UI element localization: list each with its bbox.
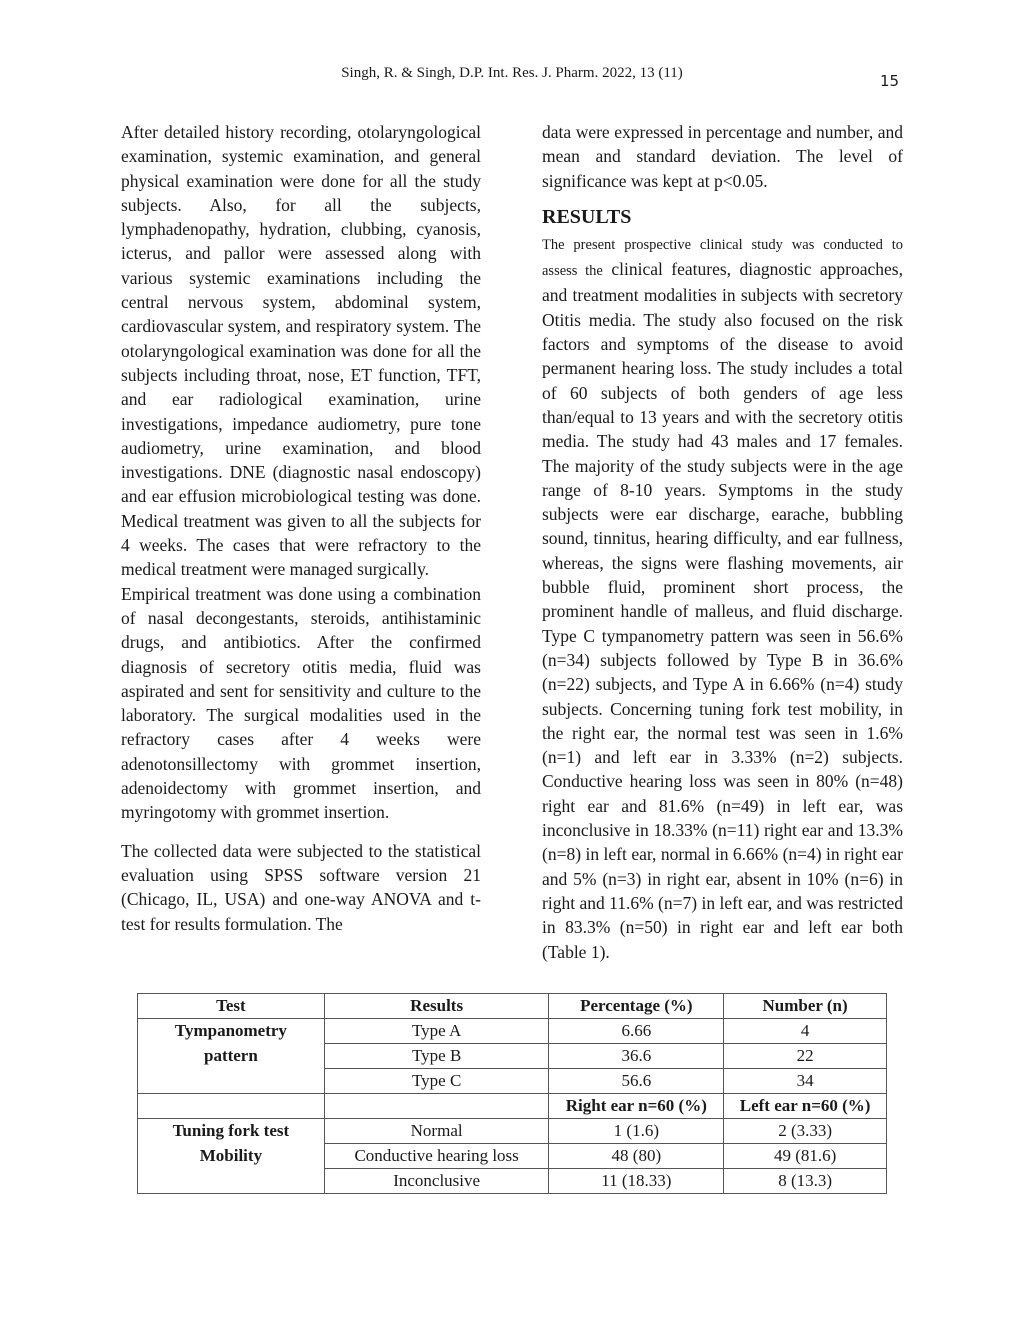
table-cell: Type A: [324, 1019, 549, 1044]
table-cell: 56.6: [549, 1069, 724, 1094]
table-cell: 34: [724, 1069, 887, 1094]
results-intro: The present prospective clinical study was conducted to assess the: [542, 236, 903, 280]
table-header: Test: [138, 994, 325, 1019]
tympanometry-group-label: [138, 1019, 325, 1094]
table-header: Percentage (%): [549, 994, 724, 1019]
results-paragraph: [542, 231, 903, 964]
results-body: clinical features, diagnostic approaches, and treatment modalities in subjects with secretory Otitis media. The study also focused on the risk factors and symptoms of the disease to avoid permanent hearing loss. The study includes a total of 60 subjects of both genders of age less than/equal to 13 years and with the secretory otitis media. The study had 43 males and 17 females. The majority of the study subjects were in the age range of 8-10 years. Symptoms in the study subjects were ear discharge, earache, bubbling sound, tinnitus, hearing difficulty, and ear fullness, whereas, the signs were flashing movements, air bubble fluid, prominent short process, the prominent handle of malleus, and fluid discharge. Type C tympanometry pattern was seen in 56.6% (n=34) subjects followed by Type B in 36.6% (n=22) subjects, and Type A in 6.66% (n=4) study subjects. Concerning tuning fork test mobility, in the right ear, the normal test was seen in 1.6% (n=1) and left ear in 3.33% (n=2) subjects. Conductive hearing loss was seen in 80% (n=48) right ear and 81.6% (n=49) in left ear, was inconclusive in 18.33% (n=11) right ear and 13.3% (n=8) in left ear, normal in 6.66% (n=4) in right ear and 5% (n=3) in right ear, absent in 10% (n=6) in right and 11.6% (n=7) in left ear, and was restricted in 83.3% (n=50) in right ear and left ear both (Table 1).: [542, 259, 903, 962]
table-cell: 2 (3.33): [724, 1119, 887, 1144]
table-row: [138, 1119, 887, 1144]
table-cell: 11 (18.33): [549, 1169, 724, 1194]
table-subheader-row: [138, 1094, 887, 1119]
table-cell: 8 (13.3): [724, 1169, 887, 1194]
table-cell: Type B: [324, 1044, 549, 1069]
group-label-line: pattern: [203, 1045, 258, 1065]
results-heading: RESULTS: [542, 205, 632, 228]
table-subheader: Left ear n=60 (%): [724, 1094, 887, 1119]
table-cell: Type C: [324, 1069, 549, 1094]
table-header-row: [138, 994, 887, 1019]
table-cell: 6.66: [549, 1019, 724, 1044]
table-cell: 36.6: [549, 1044, 724, 1069]
methods-paragraph-3: The collected data were subjected to the statistical evaluation using SPSS software version 21 (Chicago, IL, USA) and one-way ANOVA and t-test for results formulation. The: [121, 840, 481, 934]
group-label-line: Tympanometry: [174, 1021, 287, 1040]
table-cell: Conductive hearing loss: [324, 1144, 549, 1169]
table-cell: 1 (1.6): [549, 1119, 724, 1144]
group-label-line: Tuning fork test: [172, 1121, 290, 1140]
table-cell: 22: [724, 1044, 887, 1069]
table-cell: [138, 1094, 325, 1119]
results-table: [137, 993, 887, 1194]
running-head: Singh, R. & Singh, D.P. Int. Res. J. Pharm. 2022, 13 (11): [341, 65, 683, 81]
right-column: [542, 120, 903, 964]
methods-paragraph-2: Empirical treatment was done using a combination of nasal decongestants, steroids, antihistaminic drugs, and antibiotics. After the confirmed diagnosis of secretory otitis media, fluid was aspirated and sent for sensitivity and culture to the laboratory. The surgical modalities used in the refractory cases after 4 weeks were adenotonsillectomy with grommet insertion, adenoidectomy with grommet insertion, and myringotomy with grommet insertion.: [121, 583, 481, 823]
table-cell: 49 (81.6): [724, 1144, 887, 1169]
table-cell: 48 (80): [549, 1144, 724, 1169]
page-number: 15: [880, 72, 900, 90]
table-cell: Inconclusive: [324, 1169, 549, 1194]
table-cell: Normal: [324, 1119, 549, 1144]
tuning-fork-group-label: [138, 1119, 325, 1194]
table-row: [138, 1019, 887, 1044]
table-subheader: Right ear n=60 (%): [549, 1094, 724, 1119]
methods-paragraph-1: After detailed history recording, otolaryngological examination, systemic examination, and general physical examination were done for all the study subjects. Also, for all the subjects, lymphadenopathy, hydration, clubbing, cyanosis, icterus, and pallor were assessed along with various systemic examinations including the central nervous system, abdominal system, cardiovascular system, and respiratory system. The otolaryngological examination was done for all the subjects including throat, nose, ET function, TFT, and ear radiological examination, urine investigations, impedance audiometry, pure tone audiometry, urine examination, and blood investigations. DNE (diagnostic nasal endoscopy) and ear effusion microbiological testing was done. Medical treatment was given to all the subjects for 4 weeks. The cases that were refractory to the medical treatment were managed surgically.: [121, 122, 481, 580]
table-header: Number (n): [724, 994, 887, 1019]
table-cell: 4: [724, 1019, 887, 1044]
group-label-line: Mobility: [199, 1145, 263, 1165]
stats-paragraph: data were expressed in percentage and number, and mean and standard deviation. The level of significance was kept at p<0.05.: [542, 122, 903, 191]
table-header: Results: [324, 994, 549, 1019]
table-cell: [324, 1094, 549, 1119]
left-column: [121, 120, 481, 936]
